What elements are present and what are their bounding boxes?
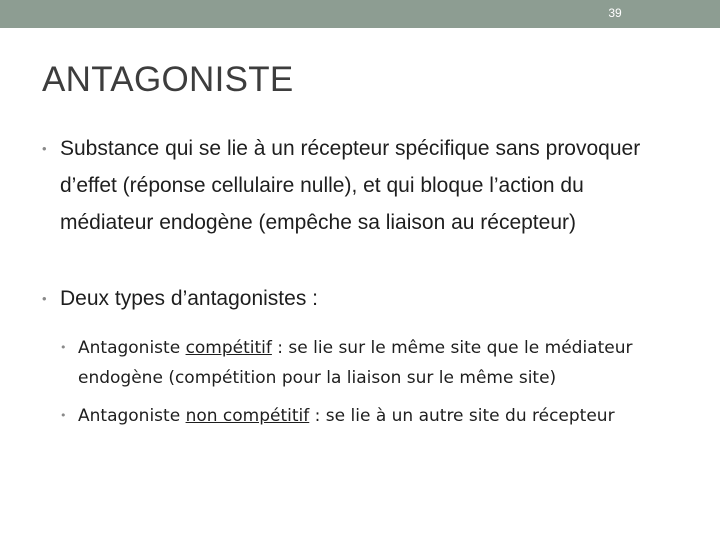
sub-bullet-suffix: : se lie sur le même site que le médiateur endogène (compétition pour la liaison sur le même site) [78, 338, 633, 388]
slide-number: 39 [608, 6, 622, 20]
bullet-dot-icon: • [42, 141, 47, 156]
sub-bullet-suffix: : se lie à un autre site du récepteur [309, 406, 615, 426]
bullet-dot-icon: • [42, 291, 47, 306]
bullet-item [42, 130, 660, 241]
bullet-text: Deux types d’antagonistes : [60, 287, 318, 310]
bullet-dot-icon: • [60, 341, 67, 354]
top-bar [0, 0, 720, 28]
bullet-dot-icon: • [60, 409, 67, 422]
sub-bullet-underlined-term: compétitif [185, 338, 272, 358]
sub-bullet-item [60, 401, 663, 431]
bullet-text: Substance qui se lie à un récepteur spécifique sans provoquer d’effet (réponse cellulaire nulle), et qui bloque l’action du médiateur endogène (empêche sa liaison au récepteur) [60, 137, 641, 234]
sub-bullet-underlined-term: non compétitif [185, 406, 310, 426]
slide-content [42, 130, 682, 431]
sub-bullet-item [60, 333, 663, 393]
bullet-item [42, 280, 682, 317]
sub-bullet-prefix: Antagoniste [78, 406, 186, 426]
sub-bullet-list [42, 333, 682, 431]
slide-title: ANTAGONISTE [42, 60, 294, 99]
sub-bullet-prefix: Antagoniste [78, 338, 186, 358]
